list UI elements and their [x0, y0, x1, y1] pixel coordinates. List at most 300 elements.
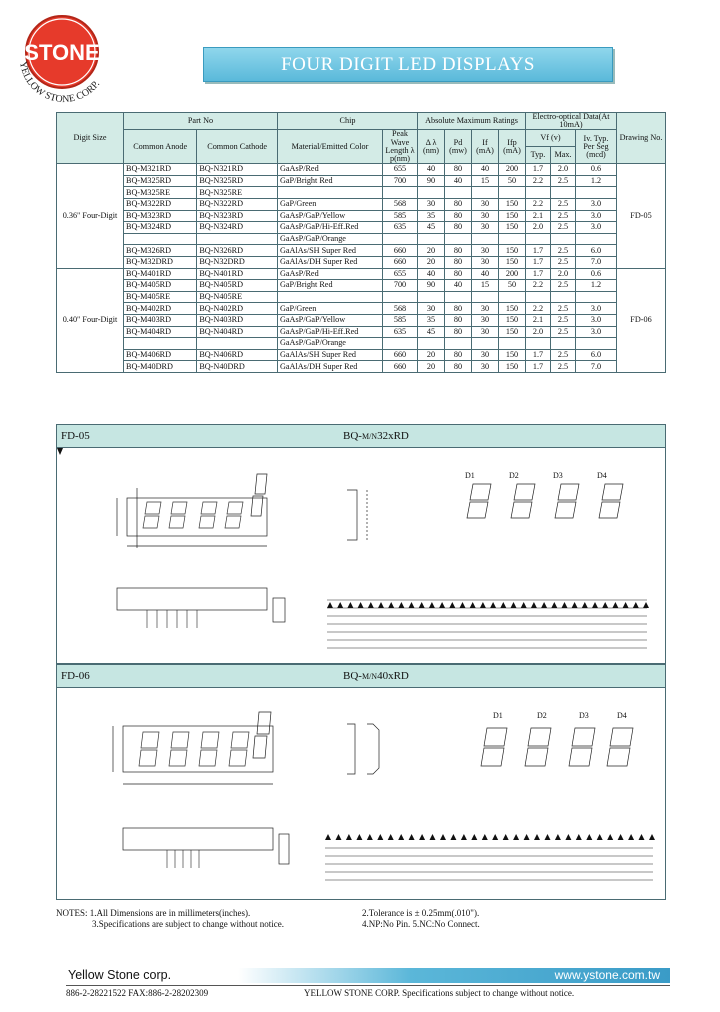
diode-symbol	[470, 602, 476, 608]
cell-if	[472, 291, 499, 303]
stone-logo	[4, 6, 124, 104]
cell-if	[472, 187, 499, 199]
diode-symbol	[633, 602, 639, 608]
table-row	[57, 199, 666, 211]
dimension-drawing-fd05	[57, 448, 665, 664]
diode-symbol	[513, 834, 519, 840]
cell-c: BQ-N321RD	[197, 164, 278, 176]
cell-m: GaP/Bright Red	[278, 175, 383, 187]
cell-a: BQ-M321RD	[124, 164, 197, 176]
page-title: FOUR DIGIT LED DISPLAYS	[281, 53, 535, 75]
diode-symbol	[602, 602, 608, 608]
cell-c: BQ-N40DRD	[197, 361, 278, 373]
cell-m: GaAsP/Red	[278, 164, 383, 176]
cell-d: 45	[418, 222, 445, 234]
note-2: 2.Tolerance is ± 0.25mm(.010").	[362, 908, 480, 918]
cell-c: BQ-N325RD	[197, 175, 278, 187]
cell-pd: 80	[445, 199, 472, 211]
cell-pk	[383, 187, 418, 199]
cell-m: GaAsP/GaP/Orange	[278, 233, 383, 245]
cell-x: 2.5	[551, 349, 576, 361]
cell-ifp: 150	[499, 210, 526, 222]
diode-symbol	[639, 834, 645, 840]
table-row	[57, 175, 666, 187]
cell-pd: 80	[445, 361, 472, 373]
notes-right	[362, 908, 480, 930]
diode-symbol	[576, 834, 582, 840]
diode-symbol	[388, 834, 394, 840]
diode-symbol	[336, 834, 342, 840]
cell-t: 2.2	[526, 175, 551, 187]
cell-if: 15	[472, 175, 499, 187]
cell-pd: 80	[445, 210, 472, 222]
diode-symbol	[492, 834, 498, 840]
diode-symbol	[503, 834, 509, 840]
cell-d: 20	[418, 349, 445, 361]
cell-x: 2.5	[551, 175, 576, 187]
cell-x: 2.5	[551, 280, 576, 292]
diode-symbol	[541, 602, 547, 608]
diode-symbol	[572, 602, 578, 608]
table-row	[57, 256, 666, 268]
diode-symbol	[367, 834, 373, 840]
table-row	[57, 222, 666, 234]
diode-symbol	[388, 602, 394, 608]
diode-symbol	[531, 602, 537, 608]
th-peak: Peak Wave Length λ p(nm)	[383, 130, 418, 164]
diode-symbol	[597, 834, 603, 840]
diode-symbol	[356, 834, 362, 840]
cell-iv: 0.6	[576, 164, 617, 176]
cell-ifp: 50	[499, 280, 526, 292]
drawing-no-cell: FD-06	[617, 268, 666, 372]
cell-c: BQ-N32DRD	[197, 256, 278, 268]
th-eo: Electro-optical Data(At 10mA)	[526, 113, 617, 130]
cell-pd: 80	[445, 256, 472, 268]
th-abs-max: Absolute Maximum Ratings	[418, 113, 526, 130]
diode-symbol	[449, 602, 455, 608]
diode-symbol	[607, 834, 613, 840]
cell-d: 90	[418, 175, 445, 187]
cell-ifp: 150	[499, 303, 526, 315]
cell-m: GaAsP/Red	[278, 268, 383, 280]
cell-pd: 80	[445, 349, 472, 361]
digit-label: D3	[553, 471, 563, 480]
cell-iv: 6.0	[576, 349, 617, 361]
cell-d	[418, 291, 445, 303]
cell-a: BQ-M405RD	[124, 280, 197, 292]
cell-t: 2.2	[526, 303, 551, 315]
diode-symbol	[409, 602, 415, 608]
table-row	[57, 314, 666, 326]
cell-pk: 660	[383, 361, 418, 373]
drawing-panel-fd06	[56, 688, 666, 900]
note-3: 3.Specifications are subject to change without notice.	[92, 919, 284, 929]
table-row	[57, 210, 666, 222]
section-model: BQ-M/N32xRD	[343, 430, 409, 442]
cell-iv	[576, 291, 617, 303]
cell-c: BQ-N402RD	[197, 303, 278, 315]
drawing-panel-fd05	[56, 448, 666, 664]
cell-d: 30	[418, 199, 445, 211]
cell-a: BQ-M406RD	[124, 349, 197, 361]
cell-if: 30	[472, 199, 499, 211]
cell-if: 15	[472, 280, 499, 292]
th-material: Material/Emitted Color	[278, 130, 383, 164]
table-row	[57, 164, 666, 176]
logo-text: STONE	[24, 40, 100, 65]
digit-outline-fd05	[143, 502, 243, 528]
cell-d: 20	[418, 361, 445, 373]
cell-if: 30	[472, 349, 499, 361]
cell-d: 20	[418, 256, 445, 268]
cell-x: 2.5	[551, 314, 576, 326]
table-row	[57, 280, 666, 292]
cell-t	[526, 291, 551, 303]
cell-ifp: 150	[499, 314, 526, 326]
cell-ifp: 150	[499, 349, 526, 361]
cell-a: BQ-M405RE	[124, 291, 197, 303]
footer-divider	[66, 985, 670, 986]
cell-d: 20	[418, 245, 445, 257]
table-row	[57, 338, 666, 350]
section-header-fd06	[56, 664, 666, 688]
cell-d	[418, 233, 445, 245]
cell-a: BQ-M401RD	[124, 268, 197, 280]
cell-x: 2.5	[551, 210, 576, 222]
th-digit-size: Digit Size	[57, 113, 124, 164]
cell-t: 1.7	[526, 361, 551, 373]
diode-symbol	[562, 602, 568, 608]
notes-label: NOTES:	[56, 908, 88, 918]
cell-pd: 80	[445, 245, 472, 257]
cell-iv: 3.0	[576, 199, 617, 211]
cell-pd: 80	[445, 268, 472, 280]
table-row	[57, 268, 666, 280]
cell-pk: 655	[383, 164, 418, 176]
cell-pd	[445, 291, 472, 303]
cell-m: GaP/Bright Red	[278, 280, 383, 292]
cell-ifp: 150	[499, 199, 526, 211]
cell-pk: 700	[383, 280, 418, 292]
diode-symbol	[325, 834, 331, 840]
cell-ifp: 150	[499, 256, 526, 268]
cell-iv: 3.0	[576, 326, 617, 338]
cell-d	[418, 187, 445, 199]
cell-pk: 635	[383, 222, 418, 234]
cell-pk: 568	[383, 199, 418, 211]
cell-pd	[445, 187, 472, 199]
table-row	[57, 361, 666, 373]
cell-ifp: 50	[499, 175, 526, 187]
th-part-no: Part No	[124, 113, 278, 130]
cell-ifp	[499, 187, 526, 199]
cell-pd	[445, 338, 472, 350]
diode-symbol	[409, 834, 415, 840]
cell-x	[551, 233, 576, 245]
cell-iv: 3.0	[576, 222, 617, 234]
cell-c: BQ-N403RD	[197, 314, 278, 326]
table-row	[57, 303, 666, 315]
cell-iv: 7.0	[576, 256, 617, 268]
cell-iv	[576, 338, 617, 350]
cell-pd: 80	[445, 303, 472, 315]
cell-pk: 635	[383, 326, 418, 338]
cell-pk	[383, 338, 418, 350]
th-common-cathode: Common Cathode	[197, 130, 278, 164]
cell-x	[551, 291, 576, 303]
cell-if	[472, 338, 499, 350]
cell-x	[551, 338, 576, 350]
cell-ifp: 200	[499, 268, 526, 280]
cell-x: 2.5	[551, 326, 576, 338]
cell-x: 2.0	[551, 164, 576, 176]
cell-m: GaAsP/GaP/Yellow	[278, 210, 383, 222]
cell-iv: 0.6	[576, 268, 617, 280]
diode-symbol	[337, 602, 343, 608]
cell-pk: 700	[383, 175, 418, 187]
cell-pd: 80	[445, 222, 472, 234]
th-chip: Chip	[278, 113, 418, 130]
cell-x: 2.5	[551, 199, 576, 211]
cell-a: BQ-M402RD	[124, 303, 197, 315]
cell-if: 30	[472, 303, 499, 315]
cell-d	[418, 338, 445, 350]
digit-label: D4	[597, 471, 607, 480]
cell-a: BQ-M403RD	[124, 314, 197, 326]
cell-if: 30	[472, 361, 499, 373]
cell-ifp	[499, 338, 526, 350]
cell-t	[526, 233, 551, 245]
cell-x: 2.5	[551, 222, 576, 234]
cell-c: BQ-N401RD	[197, 268, 278, 280]
diode-symbol	[565, 834, 571, 840]
cell-c: BQ-N322RD	[197, 199, 278, 211]
cell-c: BQ-N405RE	[197, 291, 278, 303]
cell-x: 2.5	[551, 245, 576, 257]
cell-if: 40	[472, 268, 499, 280]
cell-m: GaAlAs/DH Super Red	[278, 361, 383, 373]
cell-m: GaAlAs/SH Super Red	[278, 349, 383, 361]
diode-symbol	[471, 834, 477, 840]
cell-ifp: 200	[499, 164, 526, 176]
diode-symbol	[582, 602, 588, 608]
cell-d: 45	[418, 326, 445, 338]
cell-t: 1.7	[526, 256, 551, 268]
cell-t: 1.7	[526, 268, 551, 280]
cell-d: 35	[418, 210, 445, 222]
logo-ring-text: YELLOW STONE CORP.	[17, 60, 103, 104]
cell-if: 30	[472, 210, 499, 222]
table-row	[57, 349, 666, 361]
cell-ifp: 150	[499, 222, 526, 234]
cell-iv	[576, 187, 617, 199]
note-1: 1.All Dimensions are in millimeters(inches).	[89, 908, 251, 918]
diode-symbol	[358, 602, 364, 608]
table-row	[57, 326, 666, 338]
diode-symbol	[511, 602, 517, 608]
diode-symbol	[368, 602, 374, 608]
cell-c: BQ-N406RD	[197, 349, 278, 361]
cell-a: BQ-M404RD	[124, 326, 197, 338]
cell-t: 2.1	[526, 210, 551, 222]
cell-m	[278, 187, 383, 199]
cell-c: BQ-N326RD	[197, 245, 278, 257]
diode-symbol	[346, 834, 352, 840]
digit-size-cell: 0.36" Four-Digit	[57, 164, 124, 268]
cell-m: GaP/Green	[278, 303, 383, 315]
cell-c: BQ-N325RE	[197, 187, 278, 199]
th-iv: Iv. Typ. Per Seg (mcd)	[576, 130, 617, 164]
cell-ifp: 150	[499, 326, 526, 338]
cell-ifp: 150	[499, 361, 526, 373]
cell-a	[124, 233, 197, 245]
section-code: FD-06	[61, 670, 90, 682]
drawing-no-cell: FD-05	[617, 164, 666, 268]
cell-c: BQ-N405RD	[197, 280, 278, 292]
cell-iv: 3.0	[576, 314, 617, 326]
cell-x: 2.5	[551, 256, 576, 268]
cell-pk: 660	[383, 245, 418, 257]
diode-symbol	[592, 602, 598, 608]
cell-m: GaAlAs/DH Super Red	[278, 256, 383, 268]
diode-symbol	[551, 602, 557, 608]
diode-symbol	[480, 602, 486, 608]
table-row	[57, 291, 666, 303]
cell-iv: 1.2	[576, 280, 617, 292]
diode-symbol	[500, 602, 506, 608]
diode-symbol	[521, 602, 527, 608]
section-header-fd05	[56, 424, 666, 448]
cell-a	[124, 338, 197, 350]
diode-symbol	[612, 602, 618, 608]
cell-pk: 585	[383, 210, 418, 222]
diode-symbol	[398, 834, 404, 840]
diode-symbol	[377, 834, 383, 840]
digit-label: D3	[579, 711, 589, 720]
cell-pk: 585	[383, 314, 418, 326]
cell-d: 40	[418, 164, 445, 176]
th-max: Max.	[551, 147, 576, 164]
cell-a: BQ-M325RD	[124, 175, 197, 187]
cell-d: 40	[418, 268, 445, 280]
diode-symbol	[628, 834, 634, 840]
cell-c: BQ-N324RD	[197, 222, 278, 234]
diode-symbol	[429, 602, 435, 608]
footer-contact: 886-2-28221522 FAX:886-2-28202309	[66, 988, 209, 998]
th-delta: Δ λ (nm)	[418, 130, 445, 164]
cell-a: BQ-M32DRD	[124, 256, 197, 268]
th-drawing: Drawing No.	[617, 113, 666, 164]
cell-if: 30	[472, 326, 499, 338]
diode-symbol	[439, 602, 445, 608]
cell-pd	[445, 233, 472, 245]
section-model: BQ-M/N40xRD	[343, 670, 409, 682]
cell-t: 1.7	[526, 349, 551, 361]
cell-t: 2.0	[526, 222, 551, 234]
cell-x: 2.5	[551, 303, 576, 315]
diode-symbol	[618, 834, 624, 840]
footer-note: YELLOW STONE CORP. Specifications subject to change without notice.	[304, 988, 575, 998]
th-ifp: Ifp (mA)	[499, 130, 526, 164]
cell-if	[472, 233, 499, 245]
cell-t: 1.7	[526, 164, 551, 176]
cell-pk: 655	[383, 268, 418, 280]
diode-symbol	[649, 834, 655, 840]
cell-iv	[576, 233, 617, 245]
dimension-drawing-fd06	[57, 688, 665, 900]
digit-label: D4	[617, 711, 627, 720]
diode-symbol	[524, 834, 530, 840]
cell-ifp	[499, 291, 526, 303]
footer-url[interactable]: www.ystone.com.tw	[238, 968, 670, 983]
cell-m: GaAsP/GaP/Hi-Eff.Red	[278, 326, 383, 338]
notes-left	[56, 908, 284, 930]
cell-pk: 660	[383, 349, 418, 361]
diode-symbol	[555, 834, 561, 840]
cell-ifp	[499, 233, 526, 245]
cell-if: 30	[472, 256, 499, 268]
cell-a: BQ-M323RD	[124, 210, 197, 222]
cell-a: BQ-M322RD	[124, 199, 197, 211]
diode-symbol	[482, 834, 488, 840]
cell-iv: 6.0	[576, 245, 617, 257]
cell-t: 2.2	[526, 280, 551, 292]
footer-company: Yellow Stone corp.	[68, 968, 172, 982]
digit-label: D1	[493, 711, 503, 720]
cell-x: 2.5	[551, 361, 576, 373]
cell-pk	[383, 291, 418, 303]
cell-pd: 40	[445, 175, 472, 187]
cell-m: GaAsP/GaP/Yellow	[278, 314, 383, 326]
title-banner	[203, 47, 613, 82]
diode-symbol	[643, 602, 649, 608]
diode-symbol	[327, 602, 333, 608]
cell-m: GaAlAs/SH Super Red	[278, 245, 383, 257]
digit-label: D2	[537, 711, 547, 720]
table-row	[57, 233, 666, 245]
diode-symbol	[440, 834, 446, 840]
cell-a: BQ-M326RD	[124, 245, 197, 257]
diode-symbol	[450, 834, 456, 840]
cell-m	[278, 291, 383, 303]
digit-label: D1	[465, 471, 475, 480]
diode-symbol	[623, 602, 629, 608]
cell-iv: 3.0	[576, 210, 617, 222]
cell-pk: 568	[383, 303, 418, 315]
cell-a: BQ-M325RE	[124, 187, 197, 199]
cell-if: 30	[472, 222, 499, 234]
table-row	[57, 245, 666, 257]
cell-iv: 1.2	[576, 175, 617, 187]
diode-symbol	[419, 602, 425, 608]
th-if: If (mA)	[472, 130, 499, 164]
diode-symbol	[461, 834, 467, 840]
diode-symbol	[430, 834, 436, 840]
cell-x: 2.0	[551, 268, 576, 280]
digit-size-cell: 0.40" Four-Digit	[57, 268, 124, 372]
th-vf: Vf (v)	[526, 130, 576, 147]
cell-x	[551, 187, 576, 199]
cell-d: 35	[418, 314, 445, 326]
cell-t: 2.2	[526, 199, 551, 211]
th-typ: Typ.	[526, 147, 551, 164]
cell-iv: 7.0	[576, 361, 617, 373]
cell-a: BQ-M324RD	[124, 222, 197, 234]
cell-pd: 80	[445, 326, 472, 338]
diode-symbol	[490, 602, 496, 608]
diode-symbol	[347, 602, 353, 608]
